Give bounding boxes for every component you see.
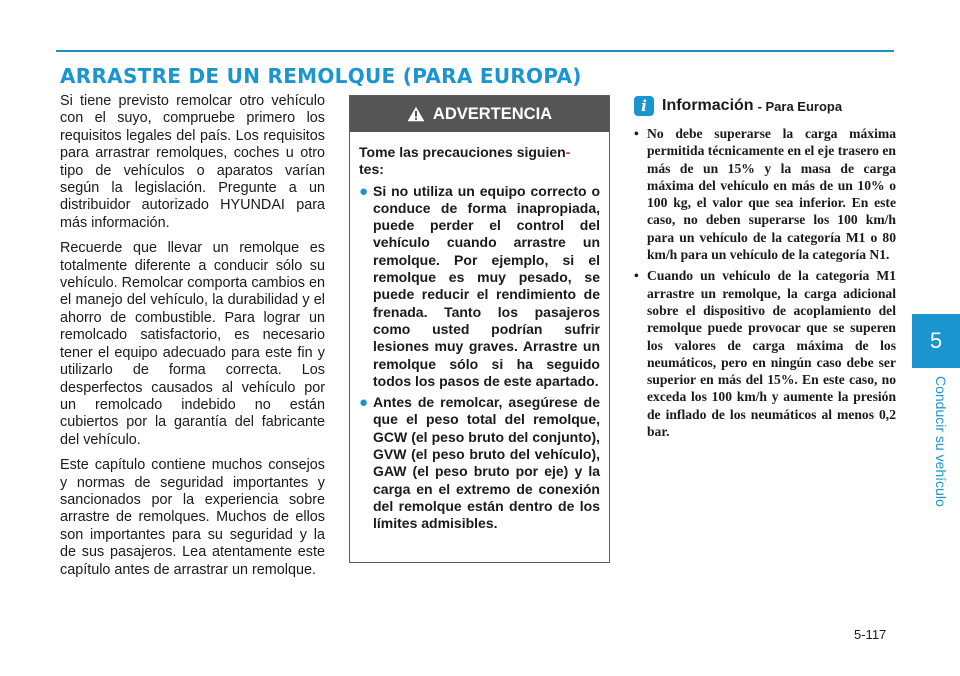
warning-item-text: Si no utiliza un equipo correcto o conduce de forma inapropiada, puede perder el control del vehículo cuando arrastre un remolque. Por ejemplo, si el remolque es muy pesado, se puede reducir el rendimiento de frenada. Tanto los pasajeros como usted podrían sufrir lesiones muy graves. Arrastre un remolque sólo si ha seguido todos los pasos de este apartado. bbox=[373, 182, 600, 389]
warning-item bbox=[359, 394, 600, 532]
info-subtitle: - Para Europa bbox=[757, 98, 843, 114]
info-header bbox=[634, 96, 842, 116]
bullet-icon: • bbox=[634, 268, 639, 284]
info-list bbox=[634, 125, 896, 444]
warning-intro bbox=[359, 144, 600, 179]
warning-title: ADVERTENCIA bbox=[432, 104, 553, 123]
top-rule bbox=[56, 50, 894, 52]
bullet-icon: ● bbox=[359, 182, 369, 200]
bullet-icon: • bbox=[634, 126, 639, 141]
chapter-label: Conducir su vehículo bbox=[933, 376, 949, 507]
intro-column bbox=[60, 93, 325, 587]
warning-intro-part-2: tes: bbox=[359, 161, 384, 178]
warning-header bbox=[350, 96, 609, 132]
info-item-text: Cuando un vehículo de la categoría M1 arrastre un remolque, la carga adicional sobre el dispositivo de acoplamiento del remolque puede provocar que se superen los valores de carga máxima de los neumáticos, pero en ningún caso debe ser superior en más del 15%. En este caso, no exceda los 100 km/h y aumente la presión de inflado de los neumáticos al menos 0,2 bar. bbox=[647, 268, 896, 440]
info-title: Información bbox=[662, 97, 754, 114]
intro-paragraph: Recuerde que llevar un remolque es totalmente diferente a conducir sólo su vehículo. Remolcar comporta cambios en el manejo del vehículo, la durabilidad y el ahorro de combustible. Para lograr un remolcado satisfactorio, es necesario tener el equipo adecuado para este fin y utilizarlo de forma correcta. Los desperfectos causados al vehículo por un remolcado indebido no están cubiertos por la garantía del fabricante del vehículo. bbox=[60, 240, 325, 448]
intro-paragraph: Si tiene previsto remolcar otro vehículo con el suyo, compruebe primero los requisitos legales del país. Los requisitos para arrastrar remolques, coches u otro tipo de vehículos o aparatos varían según la legislación. Pregunte a un distribuidor autorizado HYUNDAI para más información. bbox=[60, 93, 325, 231]
warning-box bbox=[349, 95, 610, 563]
info-item-text: No debe superarse la carga máxima permitida técnicamente en el eje trasero en más de un 15% y la masa de carga máxima del vehículo en más de un 10% o 100 kg, el valor que sea inferior. En este caso, no deben superarse los 100 km/h para un vehículo de la categoría M1 o 80 km/h para un vehículo de la categoría N1. bbox=[647, 126, 896, 263]
intro-paragraph: Este capítulo contiene muchos consejos y normas de seguridad importantes y sancionados por la experiencia sobre arrastre de remolques. Muchos de ellos son importantes para su seguridad y la de sus pasajeros. Lea atentamente este capítulo antes de arrastrar un remolque. bbox=[60, 457, 325, 578]
warning-body bbox=[350, 132, 609, 533]
warning-item-text: Antes de remolcar, asegúrese de que el peso total del remolque, GCW (el peso bruto del conjunto), GVW (el peso bruto del vehículo), GAW (el peso bruto por eje) y la carga en el extremo de conexión del remolque están dentro de los límites admisibles. bbox=[373, 394, 600, 532]
page-number: 5-117 bbox=[854, 627, 887, 642]
warning-intro-part-1: Tome las precauciones siguien bbox=[359, 144, 566, 160]
section-title: ARRASTRE DE UN REMOLQUE (PARA EUROPA) bbox=[60, 64, 582, 88]
info-item bbox=[634, 125, 896, 263]
warning-triangle-icon bbox=[407, 106, 425, 122]
info-icon: i bbox=[634, 96, 654, 116]
warning-intro-hyphen: - bbox=[565, 144, 571, 160]
warning-list bbox=[359, 183, 600, 533]
chapter-tab: 5 bbox=[912, 314, 960, 368]
info-item bbox=[634, 267, 896, 440]
bullet-icon: ● bbox=[359, 394, 369, 412]
warning-item bbox=[359, 183, 600, 391]
